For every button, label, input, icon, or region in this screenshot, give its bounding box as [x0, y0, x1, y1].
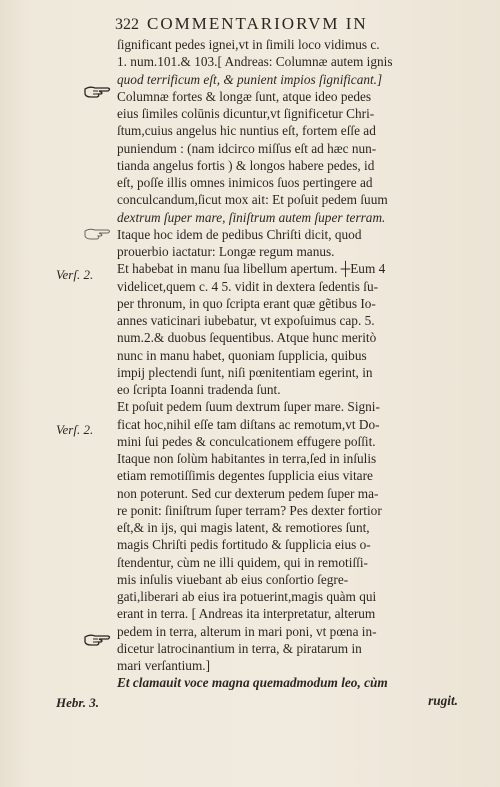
margin-note-vers: Verſ. 2. — [56, 422, 94, 437]
text-line: mini ſui pedes & conculcationem effugere poſſit. — [117, 433, 376, 449]
text-line: num.2.& duobus ſequentibus. Atque hunc meritò — [117, 330, 377, 346]
text-line: quod terrificum eſt, & punient impios ſignificant.] — [117, 71, 383, 87]
margin-note-hebr: Hebr. 3. — [56, 695, 99, 710]
text-line: videlicet,quem c. 4 5. vidit in dextera ſedentis ſu- — [117, 278, 379, 294]
manicule-icon — [84, 226, 112, 242]
text-line: Itaque non ſolùm habitantes in terra,ſed in inſulis — [117, 451, 377, 466]
text-line: erant in terra. [ Andreas ita interpretatur, alterum — [117, 606, 376, 622]
text-line: rugit. — [428, 692, 458, 708]
text-line: mis inſulis viuebant ab eius conſortio ſegre- — [117, 571, 349, 587]
text-line: eſt,& in ijs, qui magis latent, & remotiores ſunt, — [117, 520, 370, 535]
text-line: dicetur latrocinantium in terra, & piratarum in — [117, 640, 362, 656]
text-line: non poterunt. Sed cur dexterum pedem ſuper ma- — [117, 485, 379, 501]
margin-note-vers: Verſ. 2. — [56, 267, 94, 282]
text-line: Et poſuit pedem ſuum dextrum ſuper mare. Signi- — [117, 399, 380, 415]
text-line: eius ſimiles colūnis dicuntur,vt ſignificetur Chri- — [117, 106, 375, 121]
text-line: ſignificant pedes ignei,vt in ſimili loco vidimus c. — [117, 37, 380, 52]
text-line: Et habebat in manu ſua libellum apertum. ┼Eum 4 — [117, 261, 386, 277]
text-line: ficat hoc,nihil eſſe tam diſtans ac remotum,vt Do- — [117, 416, 380, 432]
text-line: Et clamauit voce magna quemadmodum leo, cùm — [117, 675, 388, 691]
text-line: puniendum : (nam idcirco miſſus eſt ad hæc nun- — [117, 140, 377, 156]
manicule-icon — [84, 632, 112, 648]
text-line: eſt, poſſe illis omnes inimicos ſuos pertingere ad — [117, 175, 373, 190]
running-head — [115, 14, 480, 34]
body-text — [117, 36, 462, 709]
text-line: nunc in manu habet, quoniam ſupplicia, quibus — [117, 347, 367, 363]
text-line: impij plectendi ſunt, niſi pœnitentiam egerint, in — [117, 364, 373, 380]
text-line: conculcandum,ſicut mox ait: Et poſuit pedem ſuum — [117, 192, 388, 208]
page-number: 322 — [115, 16, 139, 33]
text-line: Itaque hoc idem de pedibus Chriſti dicit, quod — [117, 226, 362, 242]
text-line: prouerbio iactatur: Longæ regum manus. — [117, 244, 335, 259]
text-line: pedem in terra, alterum in mari poni, vt pœna in- — [117, 623, 377, 639]
text-line: ſtum,cuius angelus hic nuntius eſt, fortem eſſe ad — [117, 123, 376, 139]
text-line: mari verſantium.] — [117, 658, 211, 673]
text-line: eo ſcripta Ioanni tradenda ſunt. — [117, 382, 281, 397]
text-line: 1. num.101.& 103.[ Andreas: Columnæ autem ignis — [117, 54, 393, 70]
text-line: magis Chriſti pedis fortitudo & ſupplicia eius o- — [117, 537, 371, 553]
text-line: tianda angelus fortis ) & longos habere pedes, id — [117, 157, 375, 173]
text-line: re ponit: ſiniſtrum ſuper terram? Pes dexter fortior — [117, 502, 382, 518]
manicule-icon — [84, 84, 112, 100]
text-line: annes vaticinari iubebatur, vt expoſuimus cap. 5. — [117, 313, 375, 328]
text-line: gati,liberari ab eius ira potuerint,magis quàm qui — [117, 589, 377, 604]
text-line: ſtendentur, cùm ne illi quidem, qui in remotiſſi- — [117, 554, 368, 570]
text-line: etiam remotiſſimis degentes ſupplicia eius vitare — [117, 468, 373, 484]
text-line: per thronum, in quo ſcripta erant quæ gẽtibus Io- — [117, 295, 376, 311]
text-line: Columnæ fortes & longæ ſunt, atque ideo pedes — [117, 88, 372, 104]
running-title: COMMENTARIORVM IN — [147, 14, 368, 33]
text-line: dextrum ſuper mare, ſiniſtrum autem ſuper terram. — [117, 209, 386, 225]
